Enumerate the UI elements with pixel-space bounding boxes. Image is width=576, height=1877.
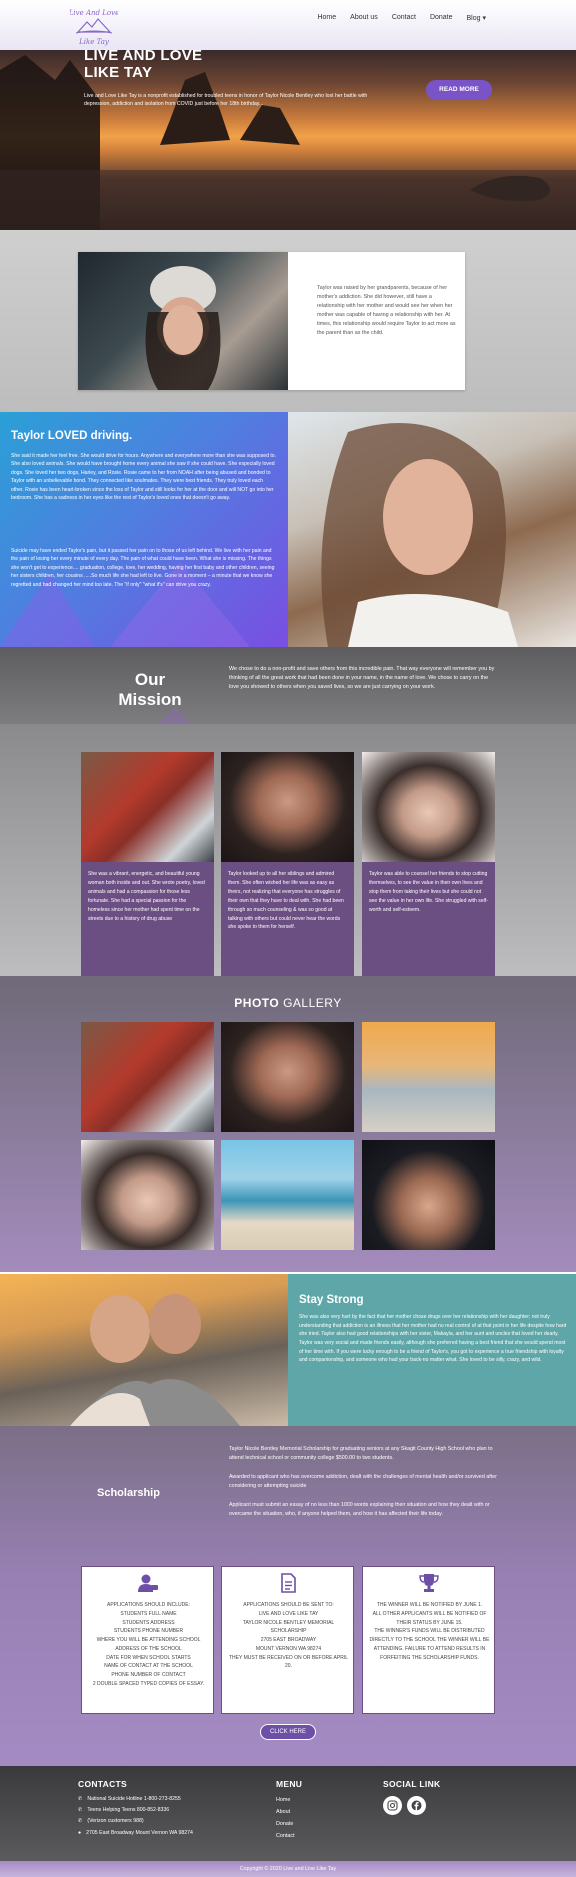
footer-contact-text: (Verizon customers 988): [87, 1818, 144, 1825]
footer-contact-item[interactable]: [78, 1797, 193, 1802]
gallery-photo[interactable]: [81, 1140, 214, 1250]
phone-icon: ✆: [78, 1796, 83, 1802]
gallery-title: [0, 996, 576, 1010]
driving-paragraph-1: She said it made her feel free. She would drive for hours. Anywhere and everywhere more than she was supposed to. She also loved animals. She would have brought home every animal she saw if she could have. She especially loved dogs. She loved her two dogs, Harley, and Rosie. Rosie came to her from NOAH after being abused and bonded to Taylor with an unbelievable bond. They connected like soulmates. They were best friends. They truly loved each other. Rosie has been heart-broken since the loss of Taylor and still looks for her at the door and will NOT go into her bedroom. She has a sadness in her eyes like the rest of Taylor's loved ones that doesn't go away.: [11, 453, 277, 501]
location-pin-icon: ●: [78, 1829, 82, 1836]
footer-contact-item[interactable]: [78, 1819, 193, 1824]
scholarship-card-line: FORFEITING THE SCHOLARSHIP FUNDS.: [380, 1654, 479, 1661]
nav-blog[interactable]: [467, 14, 486, 22]
scholarship-card: [221, 1566, 354, 1714]
story-card-body: [81, 862, 214, 985]
story-card-photo: [81, 752, 214, 862]
story-card-photo: [221, 752, 354, 862]
copyright-text: Copyright © 2020 Live and Live Like Tay: [0, 1861, 576, 1877]
facebook-icon[interactable]: [407, 1796, 426, 1815]
stay-strong-title: Stay Strong: [299, 1294, 364, 1306]
scholarship-card-line: APPLICATIONS SHOULD INCLUDE:: [107, 1602, 190, 1608]
svg-text:Live And Love: Live And Love: [70, 9, 118, 17]
gallery-photo[interactable]: [362, 1140, 495, 1250]
scholarship-card-line: ATTENDING. FAILURE TO ATTEND RESULTS IN: [373, 1645, 486, 1652]
story-card-text: Taylor looked up to all her siblings and admired them. She often wished her life was as easy as theirs, not realizing that everyone has struggles of their own that they have to deal with. She had been through so much counseling & was so good at talking with others but could never hear the words she spoke to them for herself.: [228, 871, 344, 931]
document-icon: [276, 1573, 300, 1593]
scholarship-card-line: ADDRESS OF THE SCHOOL: [115, 1645, 182, 1652]
scholarship-paragraph-2: Awarded to applicant who has overcome addiction, dealt with the challenges of mental health and/or survived after considering or attempting suicide: [229, 1474, 497, 1490]
scholarship-card-line: THE WINNER WILL BE NOTIFIED BY JUNE 1.: [376, 1602, 483, 1608]
instagram-icon[interactable]: [383, 1796, 402, 1815]
scholarship-card-line: MOUNT VERNON WA 98274: [255, 1645, 322, 1652]
stay-strong-text: She was also very hurt by the fact that her mother chose drugs over her relationship with her daughter; not truly understanding that addiction is an illness that her mother had no real control of at that point in her life despite how hard she tried. Taylor also had good relationships with her sister, Makayla, and her aunt and uncles that loved her dearly. Taylor was very social and made friends easily, although she preferred having a best friend that she would spend most of her time with. If you were lucky enough to be a friend of Taylor's, you got to experience a true friendship with loyalty and companionship, and someone who had your back-no matter what. She loved to be silly, crazy, and wild.: [299, 1314, 567, 1364]
main-nav: [317, 14, 486, 22]
story-card: [221, 752, 354, 985]
nav-contact[interactable]: Contact: [391, 14, 416, 21]
gallery-photo[interactable]: [221, 1140, 354, 1250]
mission-title-line1: Our: [134, 670, 166, 689]
taylor-beanie-photo: [78, 252, 288, 390]
scholarship-card-line: THE WINNER'S FUNDS WILL BE DISTRIBUTED: [374, 1628, 485, 1635]
mission-text: We chose to do a non-profit and save others from this incredible pain. That way everyone will remember you by thinking of all the great work that had been done in your name, in the name of love. We chose to carry on the love you showed to others when you saved lives, so we are just carrying on your work.: [229, 666, 495, 691]
footer-contact-text: National Suicide Hotline 1-800-273-8255: [87, 1796, 181, 1802]
story-card-body: [362, 862, 495, 985]
story-card-body: [221, 862, 354, 985]
scholarship-title: Scholarship: [97, 1487, 160, 1499]
scholarship-paragraph-1: Taylor Nicole Bentley Memorial Scholarship for graduating seniors at any Skagit County High School who plan to attend technical school or community college $500.00 to two students.: [229, 1446, 493, 1462]
gallery-title-bold: PHOTO: [234, 996, 280, 1010]
scholarship-card-line: THEY MUST BE RECEIVED ON OR BEFORE APRIL: [228, 1654, 348, 1661]
gallery-photo[interactable]: [221, 1022, 354, 1132]
story-card-text: She was a vibrant, energetic, and beautiful young woman both inside and out. She wrote poetry, loved animals and had a compassion for those less fortunate. She had a special passion for the homeless since her mother had spent time on the streets due to a history of drug abuse: [88, 871, 205, 922]
chevron-down-icon: ▾: [482, 15, 486, 22]
scholarship-card-line: 2705 EAST BROADWAY: [260, 1637, 317, 1643]
footer-menu-donate[interactable]: Donate: [276, 1821, 294, 1827]
mountain-script-logo-icon[interactable]: [70, 4, 118, 48]
nav-blog-label: Blog: [466, 15, 481, 22]
trophy-icon: [417, 1573, 441, 1593]
footer-menu-about[interactable]: About: [276, 1809, 291, 1815]
scholarship-card-line: SCHOLARSHIP: [270, 1628, 307, 1635]
scholarship-card-text: [228, 1601, 349, 1671]
driving-paragraph-2: Suicide may have ended Taylor's pain, but it passed her pain on to those of us left behind. We live with her pain and the pain of losing her every minute of every day. The pain of what could have been. What she is missing. The things she won't get to experience.... graduation, college, love, her wedding, having her first baby and other children, seeing her sisters children, her cousins .....So much life she had left to live. Gone in a moment – a minute that we know she regretted and had changed her mind too late. The "if only" "what if's" can drive you crazy.: [11, 548, 275, 588]
footer-contact-item[interactable]: [78, 1831, 193, 1836]
footer-contacts-title: CONTACTS: [78, 1779, 127, 1789]
footer-menu-contact[interactable]: Contact: [276, 1833, 295, 1839]
scholarship-card-line: 2 DOUBLE SPACED TYPED COPIES OF ESSAY.: [92, 1680, 205, 1687]
hero-title: [84, 47, 284, 82]
intro-text: Taylor was raised by her grandparents, because of her mother's addiction. She did however, still have a relationship with her mother and would see her when her mother was capable of having a relationship with her. At times, this relationship would require Taylor to act more as the parent than as the child.: [317, 285, 456, 336]
story-card-photo: [362, 752, 495, 862]
svg-text:Like Tay: Like Tay: [79, 38, 109, 46]
stay-strong-photo: [0, 1274, 288, 1426]
footer-contact-item[interactable]: [78, 1808, 193, 1813]
footer-social-title: SOCIAL LINK: [383, 1779, 441, 1789]
footer-menu-home[interactable]: Home: [276, 1797, 291, 1803]
scholarship-paragraph-3: Applicant must submit an essay of no less than 1000 words explaining their situation and how they dealt with or overcame the situation, who, if anyone helped them, and how it has affected their life today.: [229, 1502, 490, 1518]
scholarship-card: [362, 1566, 495, 1714]
phone-icon: ✆: [78, 1818, 83, 1825]
read-more-button[interactable]: READ MORE: [426, 80, 492, 100]
scholarship-card-line: THEIR STATUS BY JUNE 15.: [396, 1619, 463, 1626]
scholarship-card-line: 20.: [285, 1663, 292, 1670]
scholarship-card-line: TAYLOR NICOLE BENTLEY MEMORIAL: [242, 1619, 335, 1626]
story-card-text: Taylor was able to counsel her friends to stop cutting themselves, to see the value in their own lives and stop them from taking their lives but she could not see the value in her own life. She struggled with self-worth and self-esteem.: [369, 871, 488, 913]
mission-title: [110, 670, 190, 709]
scholarship-card-line: DIRECTLY TO THE SCHOOL THE WINNER WILL BE: [369, 1637, 490, 1643]
scholarship-card-text: [88, 1601, 209, 1689]
scholarship-card-line: STUDENTS FULL NAME: [120, 1610, 177, 1617]
nav-home[interactable]: Home: [317, 14, 337, 21]
scholarship-card-line: STUDENTS ADDRESS: [122, 1619, 175, 1626]
gallery-title-rest: GALLERY: [279, 996, 342, 1010]
footer-menu-title: MENU: [276, 1779, 303, 1789]
footer-contact-text: 2705 East Broadway Mount Vernon WA 98274: [86, 1829, 193, 1836]
footer-menu: [276, 1779, 302, 1845]
driving-title: Taylor LOVED driving.: [11, 430, 133, 442]
driving-section: [0, 412, 288, 647]
scholarship-card-line: PHONE NUMBER OF CONTACT: [111, 1672, 186, 1678]
taylor-portrait-photo: [288, 412, 576, 647]
scholarship-card-line: WHERE YOU WILL BE ATTENDING SCHOOL: [96, 1637, 201, 1643]
scholarship-card-line: DATE FOR WHEN SCHOOL STARTS: [106, 1654, 191, 1661]
footer-social: [383, 1779, 440, 1815]
scholarship-card-line: NAME OF CONTACT AT THE SCHOOL: [104, 1663, 193, 1670]
footer-contacts: [78, 1779, 193, 1842]
footer-contact-text: Teens Helping Teens 800-852-8336: [87, 1807, 170, 1814]
phone-icon: ✆: [78, 1807, 83, 1814]
hero-title-line2: LIKE TAY: [84, 64, 153, 82]
gallery-photo[interactable]: [81, 1022, 214, 1132]
scholarship-card-text: [369, 1601, 490, 1662]
mission-title-line2: Mission: [118, 689, 182, 709]
story-card: [362, 752, 495, 985]
scholarship-card-line: ALL OTHER APPLICANTS WILL BE NOTIFIED OF: [372, 1610, 487, 1617]
hero-title-line1: LIVE AND LOVE: [84, 47, 203, 64]
hero-text: Live and Love Like Tay is a nonprofit established for troubled teens in honor of Taylor Nicole Bentley who lost her battle with depression, addiction and isolation from COVID just before her 18th birthday...: [84, 93, 368, 108]
scholarship-card-line: APPLICATIONS SHOULD BE SENT TO:: [243, 1602, 334, 1608]
scholarship-card-line: LIVE AND LOVE LIKE TAY: [258, 1610, 319, 1617]
nav-about-us[interactable]: About us: [350, 14, 378, 21]
nav-donate[interactable]: Donate: [429, 14, 453, 21]
gallery-photo[interactable]: [362, 1022, 495, 1132]
user-tag-icon: [136, 1573, 160, 1593]
click-here-button[interactable]: CLICK HERE: [260, 1724, 316, 1740]
scholarship-card-line: STUDENTS PHONE NUMBER: [113, 1628, 184, 1635]
story-card: [81, 752, 214, 985]
scholarship-card: [81, 1566, 214, 1714]
